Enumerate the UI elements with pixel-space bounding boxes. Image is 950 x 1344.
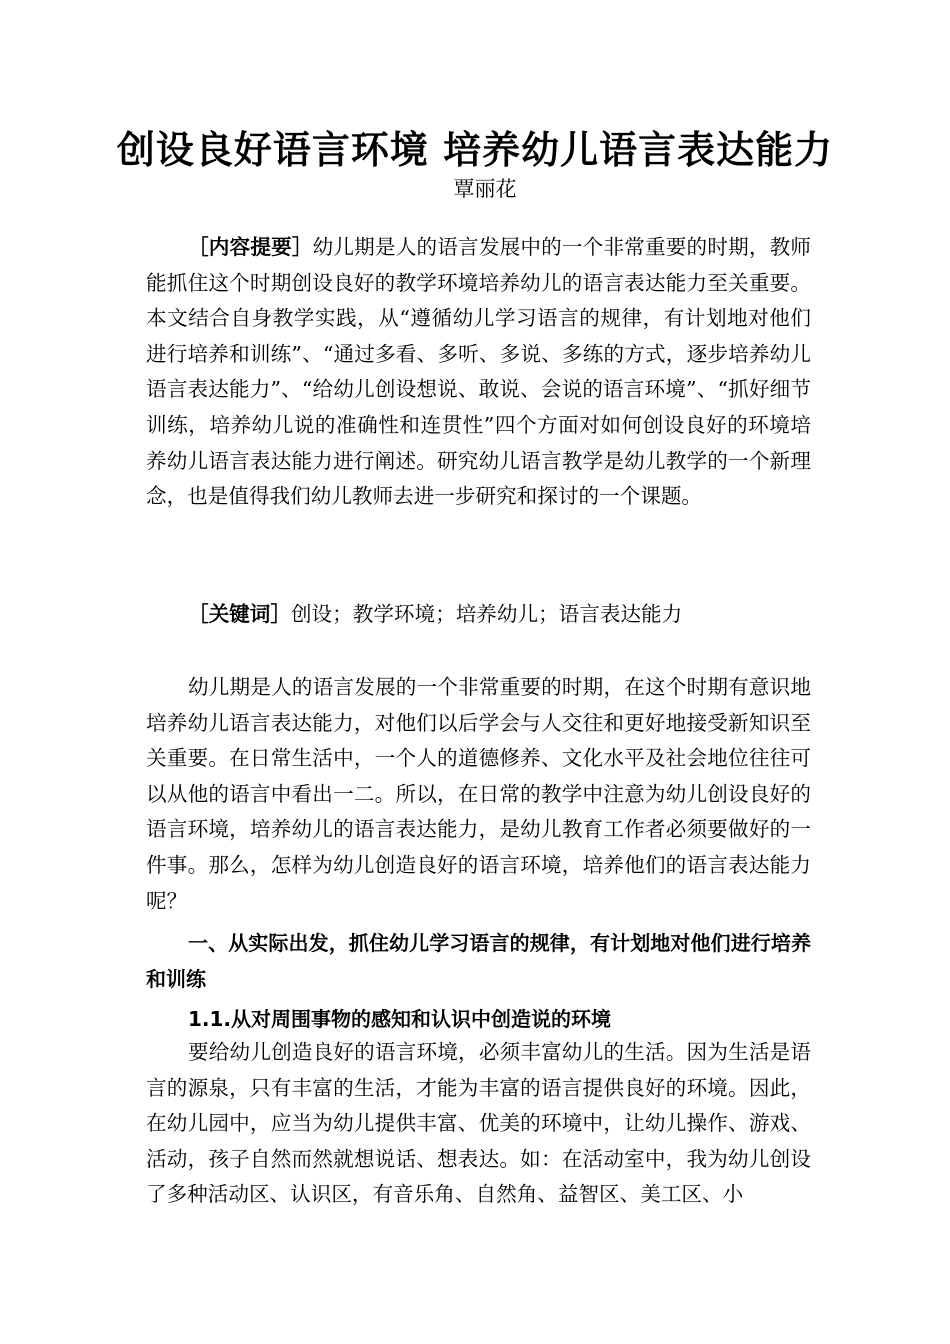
section-heading-1: 一、从实际出发，抓住幼儿学习语言的规律，有计划地对他们进行培养和训练: [146, 931, 811, 991]
author-name: 覃丽花: [453, 177, 517, 201]
subsection-heading-1-1: 1.1.从对周围事物的感知和认识中创造说的环境: [188, 1007, 612, 1031]
keywords-paragraph: [146, 597, 811, 633]
abstract-label: ［内容提要］: [188, 235, 313, 259]
keywords-label: ［关键词］: [188, 602, 291, 626]
subsection-1-1-paragraph: 要给幼儿创造良好的语言环境，必须丰富幼儿的生活。因为生活是语言的源泉，只有丰富的生活，才能为丰富的语言提供良好的环境。因此，在幼儿园中，应当为幼儿提供丰富、优美的环境中，让幼儿操作、游戏、活动，孩子自然而然就想说话、想表达。如：在活动室中，我为幼儿创设了多种活动区、认识区，有音乐角、自然角、益智区、美工区、小: [146, 1040, 811, 1207]
intro-paragraph: 幼儿期是人的语言发展的一个非常重要的时期，在这个时期有意识地培养幼儿语言表达能力，对他们以后学会与人交往和更好地接受新知识至关重要。在日常生活中，一个人的道德修养、文化水平及社会地位往往可以从他的语言中看出一二。所以，在日常的教学中注意为幼儿创设良好的语言环境，培养幼儿的语言表达能力，是幼儿教育工作者必须要做好的一件事。那么，怎样为幼儿创造良好的语言环境，培养他们的语言表达能力呢？: [146, 675, 811, 913]
abstract-paragraph: [146, 230, 811, 515]
abstract-text: 幼儿期是人的语言发展中的一个非常重要的时期，教师能抓住这个时期创设良好的教学环境培养幼儿的语言表达能力至关重要。本文结合自身教学实践，从“遵循幼儿学习语言的规律，有计划地对他们进行培养和训练”、“通过多看、多听、多说、多练的方式，逐步培养幼儿语言表达能力”、“给幼儿创设想说、敢说、会说的语言环境”、“抓好细节训练，培养幼儿说的准确性和连贯性”四个方面对如何创设良好的环境培养幼儿语言表达能力进行阐述。研究幼儿语言教学是幼儿教学的一个新理念，也是值得我们幼儿教师去进一步研究和探讨的一个课题。: [146, 235, 812, 509]
document-title: 创设良好语言环境 培养幼儿语言表达能力: [116, 128, 834, 172]
keywords-text: 创设；教学环境；培养幼儿；语言表达能力: [290, 602, 683, 626]
